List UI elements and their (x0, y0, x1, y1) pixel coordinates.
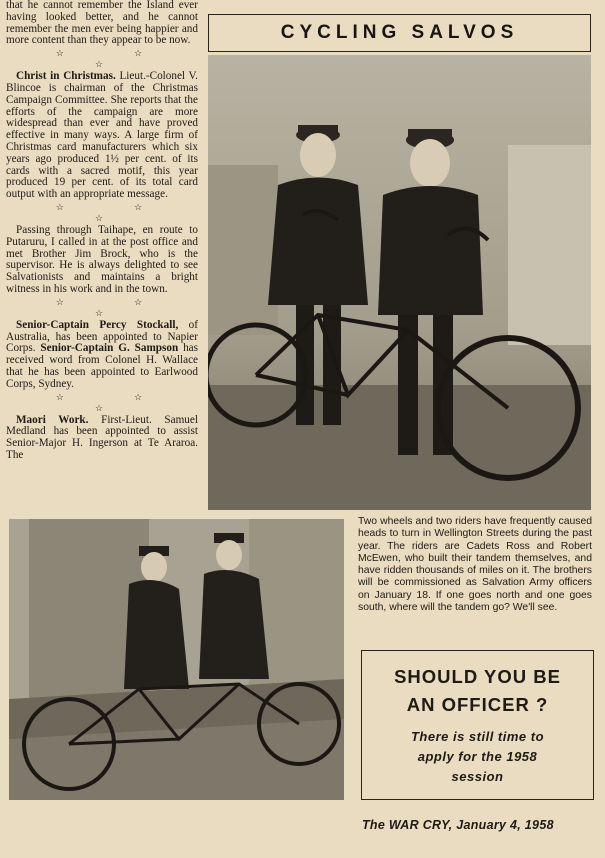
officer-recruitment-ad (361, 650, 594, 800)
christmas-lead: Christ in Christmas. (16, 70, 116, 83)
headline: CYCLING SALVOS (280, 22, 519, 43)
stockall-text: of Australia, has been appointed to Napier Corps. (6, 318, 198, 355)
star-divider: ☆ ☆ ☆ (55, 296, 177, 318)
sampson-lead: Senior-Captain G. Sampson (40, 342, 179, 355)
taihape-paragraph: Passing through Taihape, en route to Putaruru, I called in at the post office and met Brother Jim Brock, who is the supervisor. He is always delighted to see Salvationists and maintains a bright witness in his work and in the town. (6, 223, 198, 295)
page-footer: The WAR CRY, January 4, 1958 (362, 818, 554, 832)
ad-body-line-3: session (451, 769, 504, 784)
left-column (6, 0, 198, 463)
ad-title-line-1: SHOULD YOU BE (394, 666, 561, 687)
sampson-text: has received word from Colonel H. Wallace that he has been appointed to Earlwood Corps, Sydney. (6, 342, 198, 390)
bottom-photo (9, 519, 344, 800)
appointments-paragraph (6, 320, 198, 391)
christmas-text: Lieut.-Colonel V. Blincoe is chairman of the Christmas Campaign Committee. She reports that the efforts of the campaign are more widespread than ever and have proved effective in many ways. A large firm of Christmas card manufacturers which six years ago produced 1½ per cent. of its cards with a sacred motif, this year produced 19 per cent. of its total card output with an appropriate message. (6, 70, 198, 201)
maori-text: First-Lieut. Samuel Medland has been appointed to assist Senior-Major H. Ingerson at Te Araroa. The (6, 413, 198, 461)
star-divider: ☆ ☆ ☆ (55, 48, 177, 70)
christmas-paragraph (6, 71, 198, 201)
ad-body-line-1: There is still time to (410, 729, 545, 744)
stockall-lead: Senior-Captain Percy Stockall, (16, 318, 179, 331)
star-divider: ☆ ☆ ☆ (55, 391, 177, 413)
star-divider: ☆ ☆ ☆ (55, 201, 177, 223)
ad-title-line-2: AN OFFICER ? (406, 694, 549, 715)
intro-paragraph: that he cannot remember the Island ever having looked better, and he cannot remember the men ever being happier and more content than they appear to be now. (6, 0, 198, 47)
maori-paragraph (6, 415, 198, 462)
maori-lead: Maori Work. (16, 413, 89, 426)
top-photo (208, 55, 591, 510)
headline-box (208, 14, 591, 52)
photo-caption: Two wheels and two riders have frequently caused heads to turn in Wellington Streets during the past year. The riders are Cadets Ross and Robert McEwen, who built their tandem themselves, and have ridden thousands of miles on it. The brothers will be commissioned as Salvation Army officers on January 18. If one goes north and one goes south, where will the tandem go? We'll see. (358, 516, 592, 614)
ad-body-line-2: apply for the 1958 (417, 749, 538, 764)
